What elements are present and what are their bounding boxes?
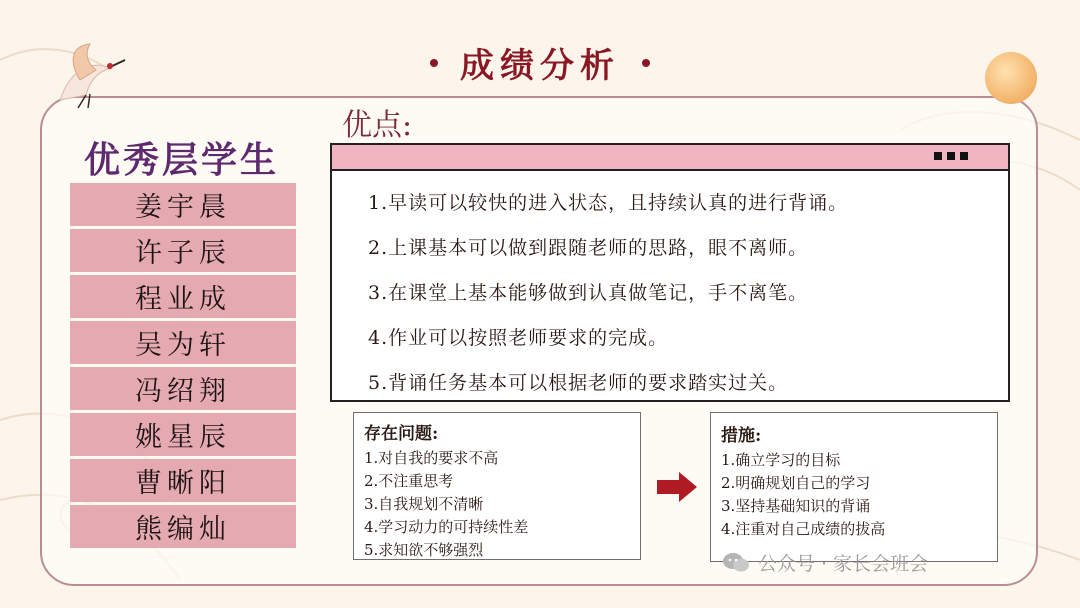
measures-heading: 措施: — [721, 426, 762, 446]
merits-header-bar — [332, 145, 1008, 171]
student-name: 吴为轩 — [70, 321, 296, 364]
arrow-right-icon — [655, 470, 699, 504]
measures-box — [710, 412, 998, 562]
window-dots-icon — [934, 152, 968, 160]
merit-item: 3.在课堂上基本能够做到认真做笔记，手不离笔。 — [368, 282, 809, 304]
measure-item: 3.坚持基础知识的背诵 — [721, 497, 871, 515]
problem-item: 3.自我规划不清晰 — [364, 495, 484, 513]
title-dot-right — [642, 59, 650, 67]
merits-label: 优点: — [342, 108, 413, 143]
watermark-text: 公众号 · 家长会班会 — [758, 553, 929, 575]
crane-icon — [50, 40, 130, 110]
sun-icon — [985, 52, 1037, 104]
problem-item: 4.学习动力的可持续性差 — [364, 518, 529, 536]
page-title — [430, 38, 650, 87]
watermark — [722, 549, 928, 576]
student-name: 曹晰阳 — [70, 459, 296, 502]
merit-item: 4.作业可以按照老师要求的完成。 — [368, 327, 669, 349]
problems-box — [353, 412, 641, 560]
measure-item: 4.注重对自己成绩的拔高 — [721, 520, 886, 538]
student-name: 姚星辰 — [70, 413, 296, 456]
measure-item: 2.明确规划自己的学习 — [721, 474, 871, 492]
merits-list — [332, 171, 1008, 406]
merit-item: 1.早读可以较快的进入状态，且持续认真的进行背诵。 — [368, 192, 849, 214]
problem-item: 2.不注重思考 — [364, 472, 454, 490]
measure-item: 1.确立学习的目标 — [721, 451, 841, 469]
wechat-icon — [722, 552, 750, 574]
title-area — [0, 38, 1080, 87]
title-dot-left — [430, 59, 438, 67]
problem-item: 1.对自我的要求不高 — [364, 449, 499, 467]
student-name: 姜宇晨 — [70, 183, 296, 226]
student-heading: 优秀层学生 — [84, 139, 280, 181]
student-name: 冯绍翔 — [70, 367, 296, 410]
page-title-text: 成绩分析 — [460, 46, 620, 86]
merits-box — [330, 143, 1010, 402]
merit-item: 5.背诵任务基本可以根据老师的要求踏实过关。 — [368, 372, 789, 394]
student-name: 许子辰 — [70, 229, 296, 272]
student-name: 程业成 — [70, 275, 296, 318]
student-list — [70, 183, 296, 551]
student-name: 熊编灿 — [70, 505, 296, 548]
problem-item: 5.求知欲不够强烈 — [364, 541, 484, 559]
merit-item: 2.上课基本可以做到跟随老师的思路，眼不离师。 — [368, 237, 809, 259]
problems-heading: 存在问题: — [364, 424, 439, 444]
